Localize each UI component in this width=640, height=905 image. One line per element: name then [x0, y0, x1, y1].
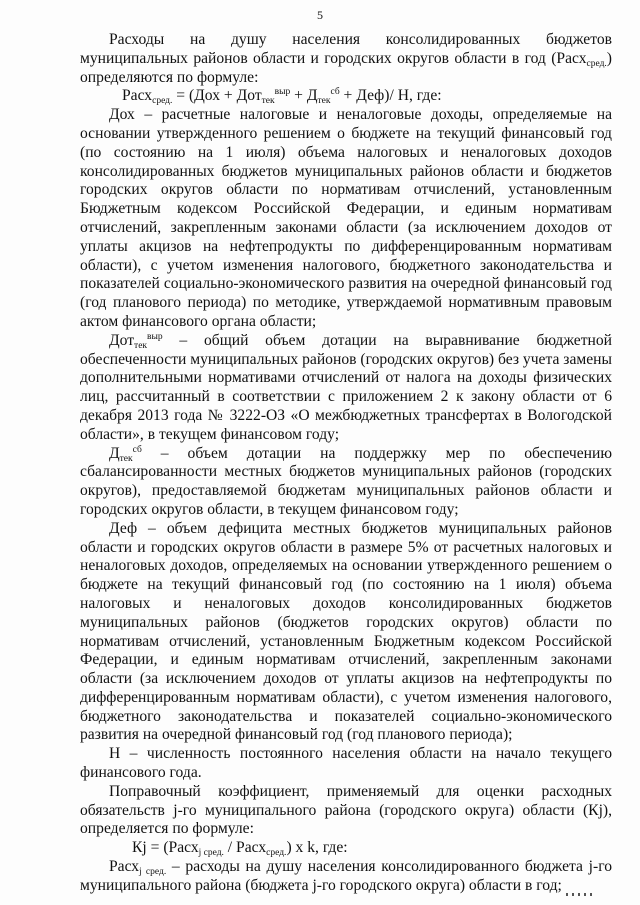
dot-term: Дот: [109, 331, 135, 349]
rasxj-term: Расх: [109, 858, 140, 876]
dot-definition: – общий объем дотации на выравнивание бюджетной обеспеченности муниципальных районов (городских округов) без учета замены дополнительными нормативами отчислений от налога на доходы физических лиц, рассчитанный в соответствии с приложением 2 к закону области от 6 декабря 2013 года № 3222-ОЗ «О межбюджетных трансфертах в Вологодской области», в текущем финансовом году;: [80, 331, 612, 443]
formula-d-superscript: сб: [330, 87, 340, 98]
intro-subscript: сред.: [586, 58, 607, 69]
paragraph-rasxj: [80, 858, 612, 896]
formula-average-expenses: [80, 87, 612, 106]
formula2-part-1: Кj = (Расх: [132, 839, 199, 857]
formula-coefficient: [80, 839, 612, 858]
rasxj-definition: – расходы на душу населения консолидированного бюджета j-го муниципального района (бюджета j-го городского округа) области в год;: [80, 858, 612, 894]
formula2-part-3: ) x k, где:: [286, 839, 348, 857]
formula2-part-2: / Расх: [223, 839, 267, 857]
intro-text: Расходы на душу населения консолидированных бюджетов муниципальных районов области и городских округов области в год (Расх: [80, 31, 612, 67]
paragraph-d: [80, 445, 612, 520]
formula-part-1: = (Дох + Дот: [172, 87, 262, 105]
formula-part-3: + Деф)/ Н, где:: [339, 87, 442, 105]
formula-dot-superscript: выр: [274, 87, 291, 98]
paragraph-coefficient: Поправочный коэффициент, применяемый для оценки расходных обязательств j-го муниципального района (городского округа) области (Кj), определяется по формуле:: [80, 782, 612, 838]
dot-term-subscript: тек: [134, 340, 148, 351]
paragraph-def: Деф – объем дефицита местных бюджетов муниципальных районов области и городских округов области в размере 5% от расчетных налоговых и неналоговых доходов, определяемых на основании утвержденного решением о бюджете на текущий финансовый год (по состоянию на 1 июля) объема налоговых и неналоговых доходов консолидированных бюджетов муниципальных районов (бюджетов городских округов) области по нормативам отчислений, установленным Бюджетным кодексом Российской Федерации, и единым нормативам отчислений, закрепленным законами области (за исключением доходов от уплаты акцизов на нефтепродукты по дифференцированным нормативам области), с учетом изменения налогового, бюджетного законодательства и показателей социально-экономического развития на очередной финансовый год (год планового периода);: [80, 519, 612, 744]
formula-lhs-subscript: сред.: [152, 96, 173, 107]
paragraph-dot: [80, 332, 612, 445]
paragraph-intro: [80, 31, 612, 87]
formula-dot-subscript: тек: [261, 96, 275, 107]
d-term: Д: [109, 444, 120, 462]
formula-part-2: + Д: [290, 87, 318, 105]
paragraph-dox: Дох – расчетные налоговые и неналоговые доходы, определяемые на основании утвержденного решением о бюджете на текущий финансовый год (по состоянию на 1 июля) объема налоговых и неналоговых доходов консолидированных бюджетов муниципальных районов области и бюджетов городских округов области по нормативам отчислений, установленным Бюджетным кодексом Российской Федерации, и единым нормативам отчислений, закрепленным законами области (за исключением доходов от уплаты акцизов на нефтепродукты по дифференцированным нормативам области), с учетом изменения налогового, бюджетного законодательства и показателей социально-экономического развития на очередной финансовый год (год планового периода) по методике, утверждаемой нормативным правовым актом финансового органа области;: [80, 106, 612, 330]
page-number: 5: [317, 8, 323, 22]
formula-d-subscript: тек: [317, 96, 331, 107]
formula2-subscript-1: j сред.: [198, 848, 224, 859]
rasxj-term-subscript: j сред.: [139, 867, 167, 878]
scan-mark: [566, 893, 592, 896]
d-definition: – объем дотации на поддержку мер по обеспечению сбалансированности местных бюджетов муниципальных районов (городских округов), предоставляемой бюджетам муниципальных районов области и городских округов области, в текущем финансовом году;: [80, 444, 612, 518]
intro-end-text: ) определяются по формуле:: [80, 49, 612, 86]
formula2-subscript-2: сред.: [266, 848, 287, 859]
dot-term-superscript: выр: [147, 331, 163, 342]
formula-lhs: Расх: [122, 87, 153, 105]
document-body: [80, 31, 612, 896]
d-term-subscript: тек: [119, 453, 133, 464]
paragraph-n: Н – численность постоянного населения области на начало текущего финансового года.: [80, 745, 612, 782]
d-term-superscript: сб: [132, 444, 142, 455]
